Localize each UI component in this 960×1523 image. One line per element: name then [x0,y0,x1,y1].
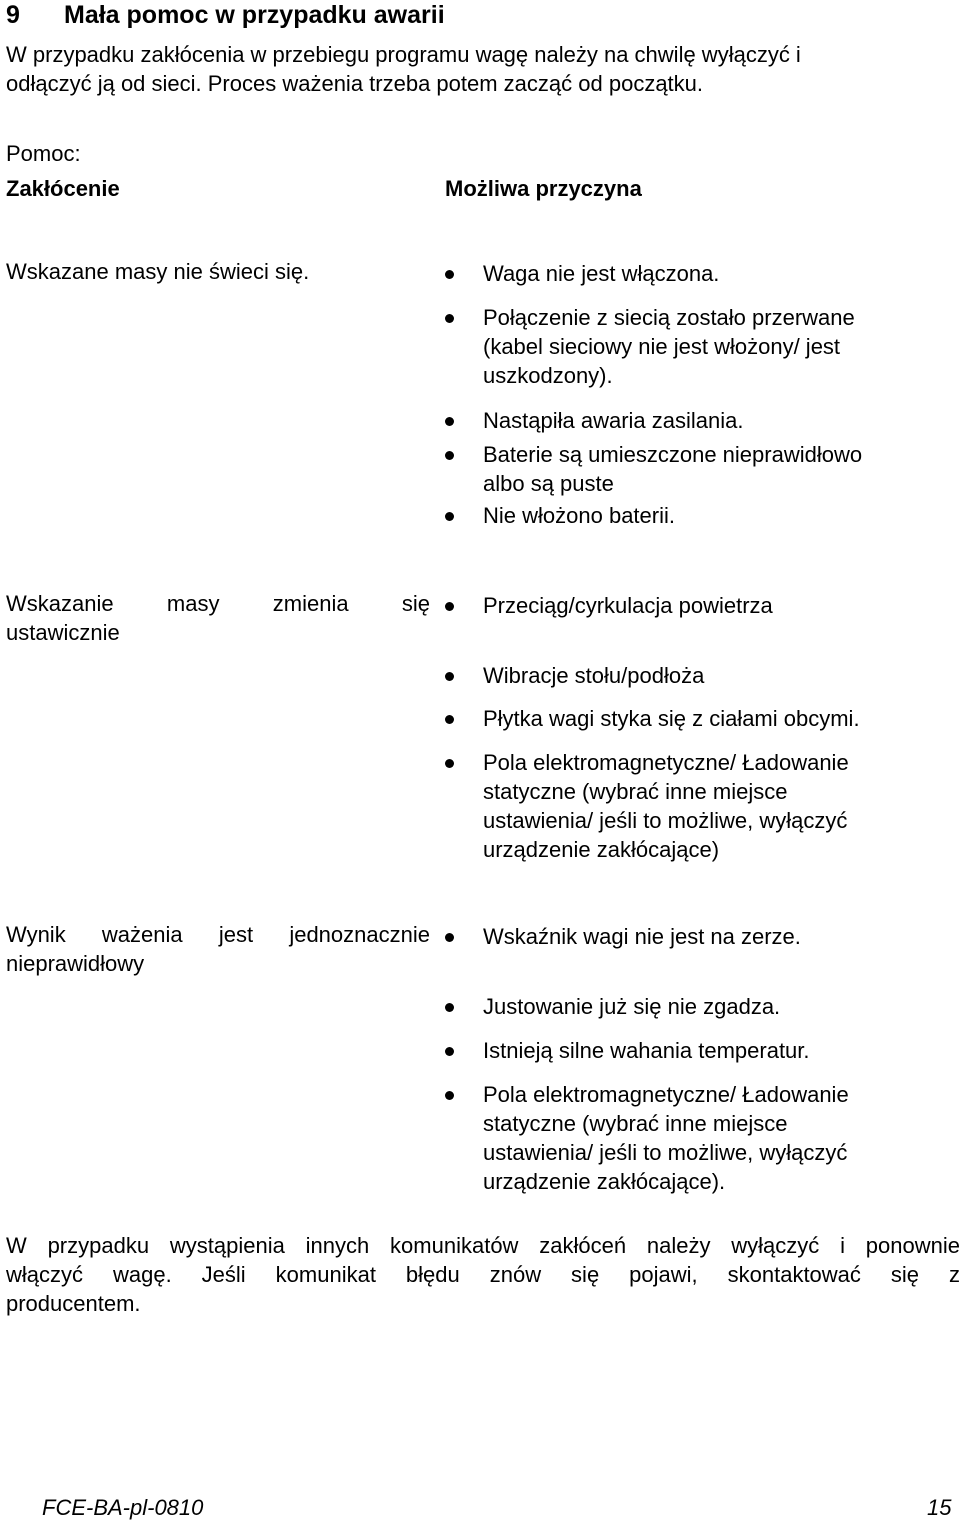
column-header-fault: Zakłócenie [6,176,120,201]
cause-line: statyczne (wybrać inne miejsce [483,779,788,804]
bullet-icon [445,1080,455,1090]
fault-row-2-line-2: ustawicznie [6,620,120,645]
cause-line: Wskaźnik wagi nie jest na zerze. [483,924,801,949]
cause-line: urządzenie zakłócające) [483,837,720,862]
bullet-icon [445,1036,455,1046]
footer-doc-code: FCE-BA-pl-0810 [42,1495,204,1520]
bullet-icon [445,259,455,269]
fault-row-2-line-1: Wskazanie masy zmienia się [6,591,430,616]
cause-line: Pola elektromagnetyczne/ Ładowanie [483,1082,849,1107]
cause-line: urządzenie zakłócające). [483,1169,726,1194]
outro-line-1: W przypadku wystąpienia innych komunikatów zakłóceń należy wyłączyć i ponownie [6,1233,960,1258]
cause-line: Nastąpiła awaria zasilania. [483,408,744,433]
column-header-cause: Możliwa przyczyna [445,176,642,201]
bullet-icon [445,704,455,714]
bullet-icon [445,748,455,758]
fault-row-3-line-1: Wynik ważenia jest jednoznacznie [6,922,430,947]
cause-line: Pola elektromagnetyczne/ Ładowanie [483,750,849,775]
cause-line: Justowanie już się nie zgadza. [483,994,781,1019]
cause-line: Połączenie z siecią zostało przerwane [483,305,855,330]
cause-line: Przeciąg/cyrkulacja powietrza [483,593,773,618]
intro-line-1: W przypadku zakłócenia w przebiegu programu wagę należy na chwilę wyłączyć i [6,42,801,67]
bullet-icon [445,440,455,450]
cause-line: ustawienia/ jeśli to możliwe, wyłączyć [483,808,848,833]
section-title: Mała pomoc w przypadku awarii [64,1,445,29]
cause-line: Nie włożono baterii. [483,503,675,528]
fault-row-3 [6,920,430,978]
fault-row-1-line-1: Wskazane masy nie świeci się. [6,259,310,284]
cause-line: statyczne (wybrać inne miejsce [483,1111,788,1136]
footer-page-number: 15 [927,1495,952,1520]
outro-paragraph [6,1231,960,1318]
fault-row-1 [6,257,430,286]
fault-row-3-line-2: nieprawidłowy [6,951,145,976]
cause-line: albo są puste [483,471,614,496]
fault-row-2 [6,589,430,647]
cause-line: Płytka wagi styka się z ciałami obcymi. [483,706,860,731]
help-label: Pomoc: [6,141,81,166]
bullet-icon [445,501,455,511]
cause-line: Baterie są umieszczone nieprawidłowo [483,442,863,467]
intro-paragraph [6,40,956,98]
cause-line: Wibracje stołu/podłoża [483,663,705,688]
section-number: 9 [6,1,20,29]
outro-line-2: włączyć wagę. Jeśli komunikat błędu znów się pojawi, skontaktować się z [6,1262,960,1287]
section-heading [6,0,445,30]
cause-line: Istnieją silne wahania temperatur. [483,1038,810,1063]
cause-line: ustawienia/ jeśli to możliwe, wyłączyć [483,1140,848,1165]
bullet-icon [445,922,455,932]
outro-line-3: producentem. [6,1291,141,1316]
bullet-icon [445,992,455,1002]
intro-line-2: odłączyć ją od sieci. Proces ważenia trzeba potem zacząć od początku. [6,71,704,96]
cause-line: (kabel sieciowy nie jest włożony/ jest [483,334,841,359]
bullet-icon [445,591,455,601]
bullet-icon [445,406,455,416]
cause-line: uszkodzony). [483,363,613,388]
bullet-icon [445,661,455,671]
bullet-icon [445,303,455,313]
cause-line: Waga nie jest włączona. [483,261,720,286]
